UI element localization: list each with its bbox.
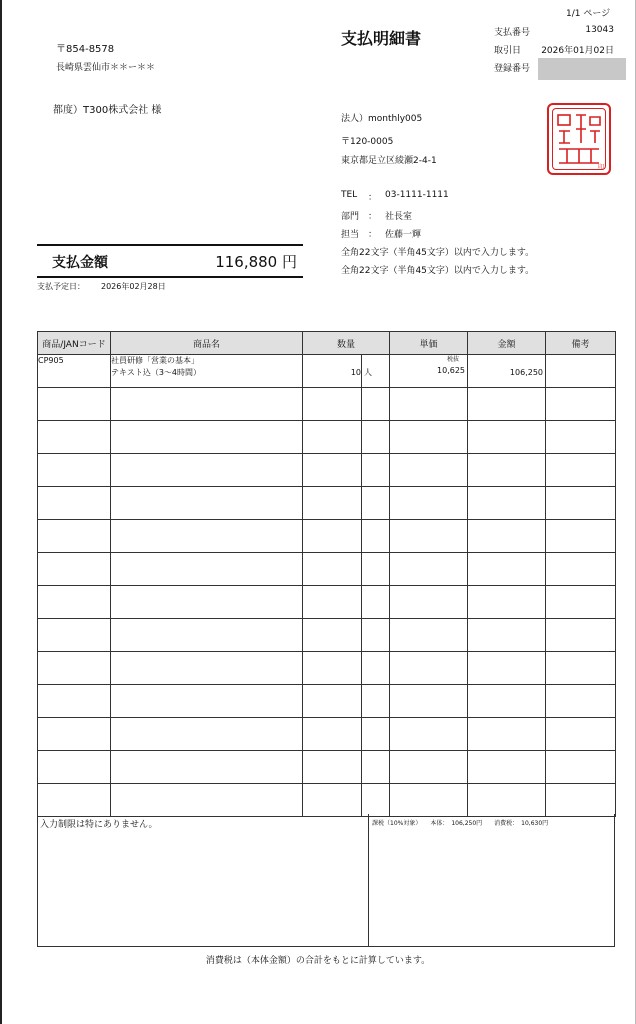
staff-colon: ： — [368, 230, 378, 240]
table-row — [38, 520, 616, 553]
tel-label: TEL — [341, 190, 358, 200]
table-row — [38, 784, 616, 817]
tel-value: 03-1111-1111 — [385, 190, 449, 200]
cell-quantity: 10 — [303, 355, 362, 388]
cell-unit: 人 — [362, 355, 390, 388]
notes-tax-box — [37, 814, 615, 947]
seal-text: 印 — [597, 164, 604, 171]
table-row — [38, 421, 616, 454]
table-row — [38, 388, 616, 421]
page-indicator: 1/1 ページ — [566, 9, 611, 19]
header-code: 商品/JANコード — [38, 332, 111, 355]
due-date-label: 支払予定日： — [37, 282, 85, 291]
product-name-line1: 社員研修「営業の基本」 — [111, 356, 199, 365]
recipient-name: 都度）T300株式会社 様 — [53, 105, 162, 116]
table-row — [38, 586, 616, 619]
company-seal — [547, 103, 611, 175]
header-quantity: 数量 — [303, 332, 390, 355]
issuer-note-1: 全角22文字（半角45文字）以内で入力します。 — [341, 248, 535, 258]
recipient-address: 長崎県雲仙市＊＊ー＊＊ — [56, 63, 156, 73]
payment-amount-box — [37, 244, 303, 278]
table-row — [38, 454, 616, 487]
table-header-row — [38, 332, 616, 355]
payment-amount-value: 116,880 円 — [215, 253, 297, 271]
payment-amount-label: 支払金額 — [52, 255, 108, 271]
table-row — [38, 718, 616, 751]
payment-no-label: 支払番号 — [494, 28, 531, 38]
table-row — [38, 751, 616, 784]
notes-text: 入力制限は特にありません。 — [40, 820, 158, 830]
cell-product-name — [111, 355, 303, 388]
payment-no: 13043 — [585, 25, 614, 35]
table-row — [38, 685, 616, 718]
cell-remarks — [546, 355, 616, 388]
recipient-postal: 〒854-8578 — [56, 44, 115, 55]
staff-value: 佐藤一輝 — [385, 230, 422, 240]
cell-code: CP905 — [38, 355, 111, 388]
header-unit-price: 単価 — [390, 332, 468, 355]
dept-colon: ： — [368, 212, 378, 222]
issuer-note-2: 全角22文字（半角45文字）以内で入力します。 — [341, 266, 535, 276]
cell-unit-price: 税抜 10,625 — [390, 355, 468, 388]
issuer-postal: 〒120-0005 — [341, 137, 394, 147]
issuer-company: 法人）monthly005 — [341, 114, 423, 124]
trade-date-label: 取引日 — [494, 46, 522, 56]
table-row — [38, 652, 616, 685]
tax-summary: 課税（10%対象） 本体： 106,250円 消費税： 10,630円 — [372, 820, 549, 827]
staff-label: 担当 — [341, 230, 360, 240]
due-date: 2026年02月28日 — [101, 282, 166, 291]
registration-no-label: 登録番号 — [494, 64, 531, 74]
footer-note: 消費税は（本体金額）の合計をもとに計算しています。 — [205, 956, 431, 966]
page-border-left — [0, 0, 2, 1024]
tel-colon: ： — [368, 193, 378, 203]
table-row — [38, 355, 616, 388]
trade-date: 2026年01月02日 — [541, 46, 614, 56]
redacted-registration-no — [538, 58, 626, 80]
header-remarks: 備考 — [546, 332, 616, 355]
product-name-line2: テキスト込（3〜4時間） — [111, 368, 202, 377]
tax-exclusive-note: 税抜 — [447, 356, 460, 363]
issuer-address: 東京都足立区綾瀬2-4-1 — [341, 156, 437, 166]
dept-label: 部門 — [341, 212, 360, 222]
header-amount: 金額 — [468, 332, 546, 355]
table-row — [38, 487, 616, 520]
header-product-name: 商品名 — [111, 332, 303, 355]
table-row — [38, 553, 616, 586]
cell-amount: 106,250 — [468, 355, 546, 388]
table-row — [38, 619, 616, 652]
items-table — [37, 331, 616, 817]
dept-value: 社長室 — [385, 212, 413, 222]
document-title: 支払明細書 — [341, 29, 422, 48]
